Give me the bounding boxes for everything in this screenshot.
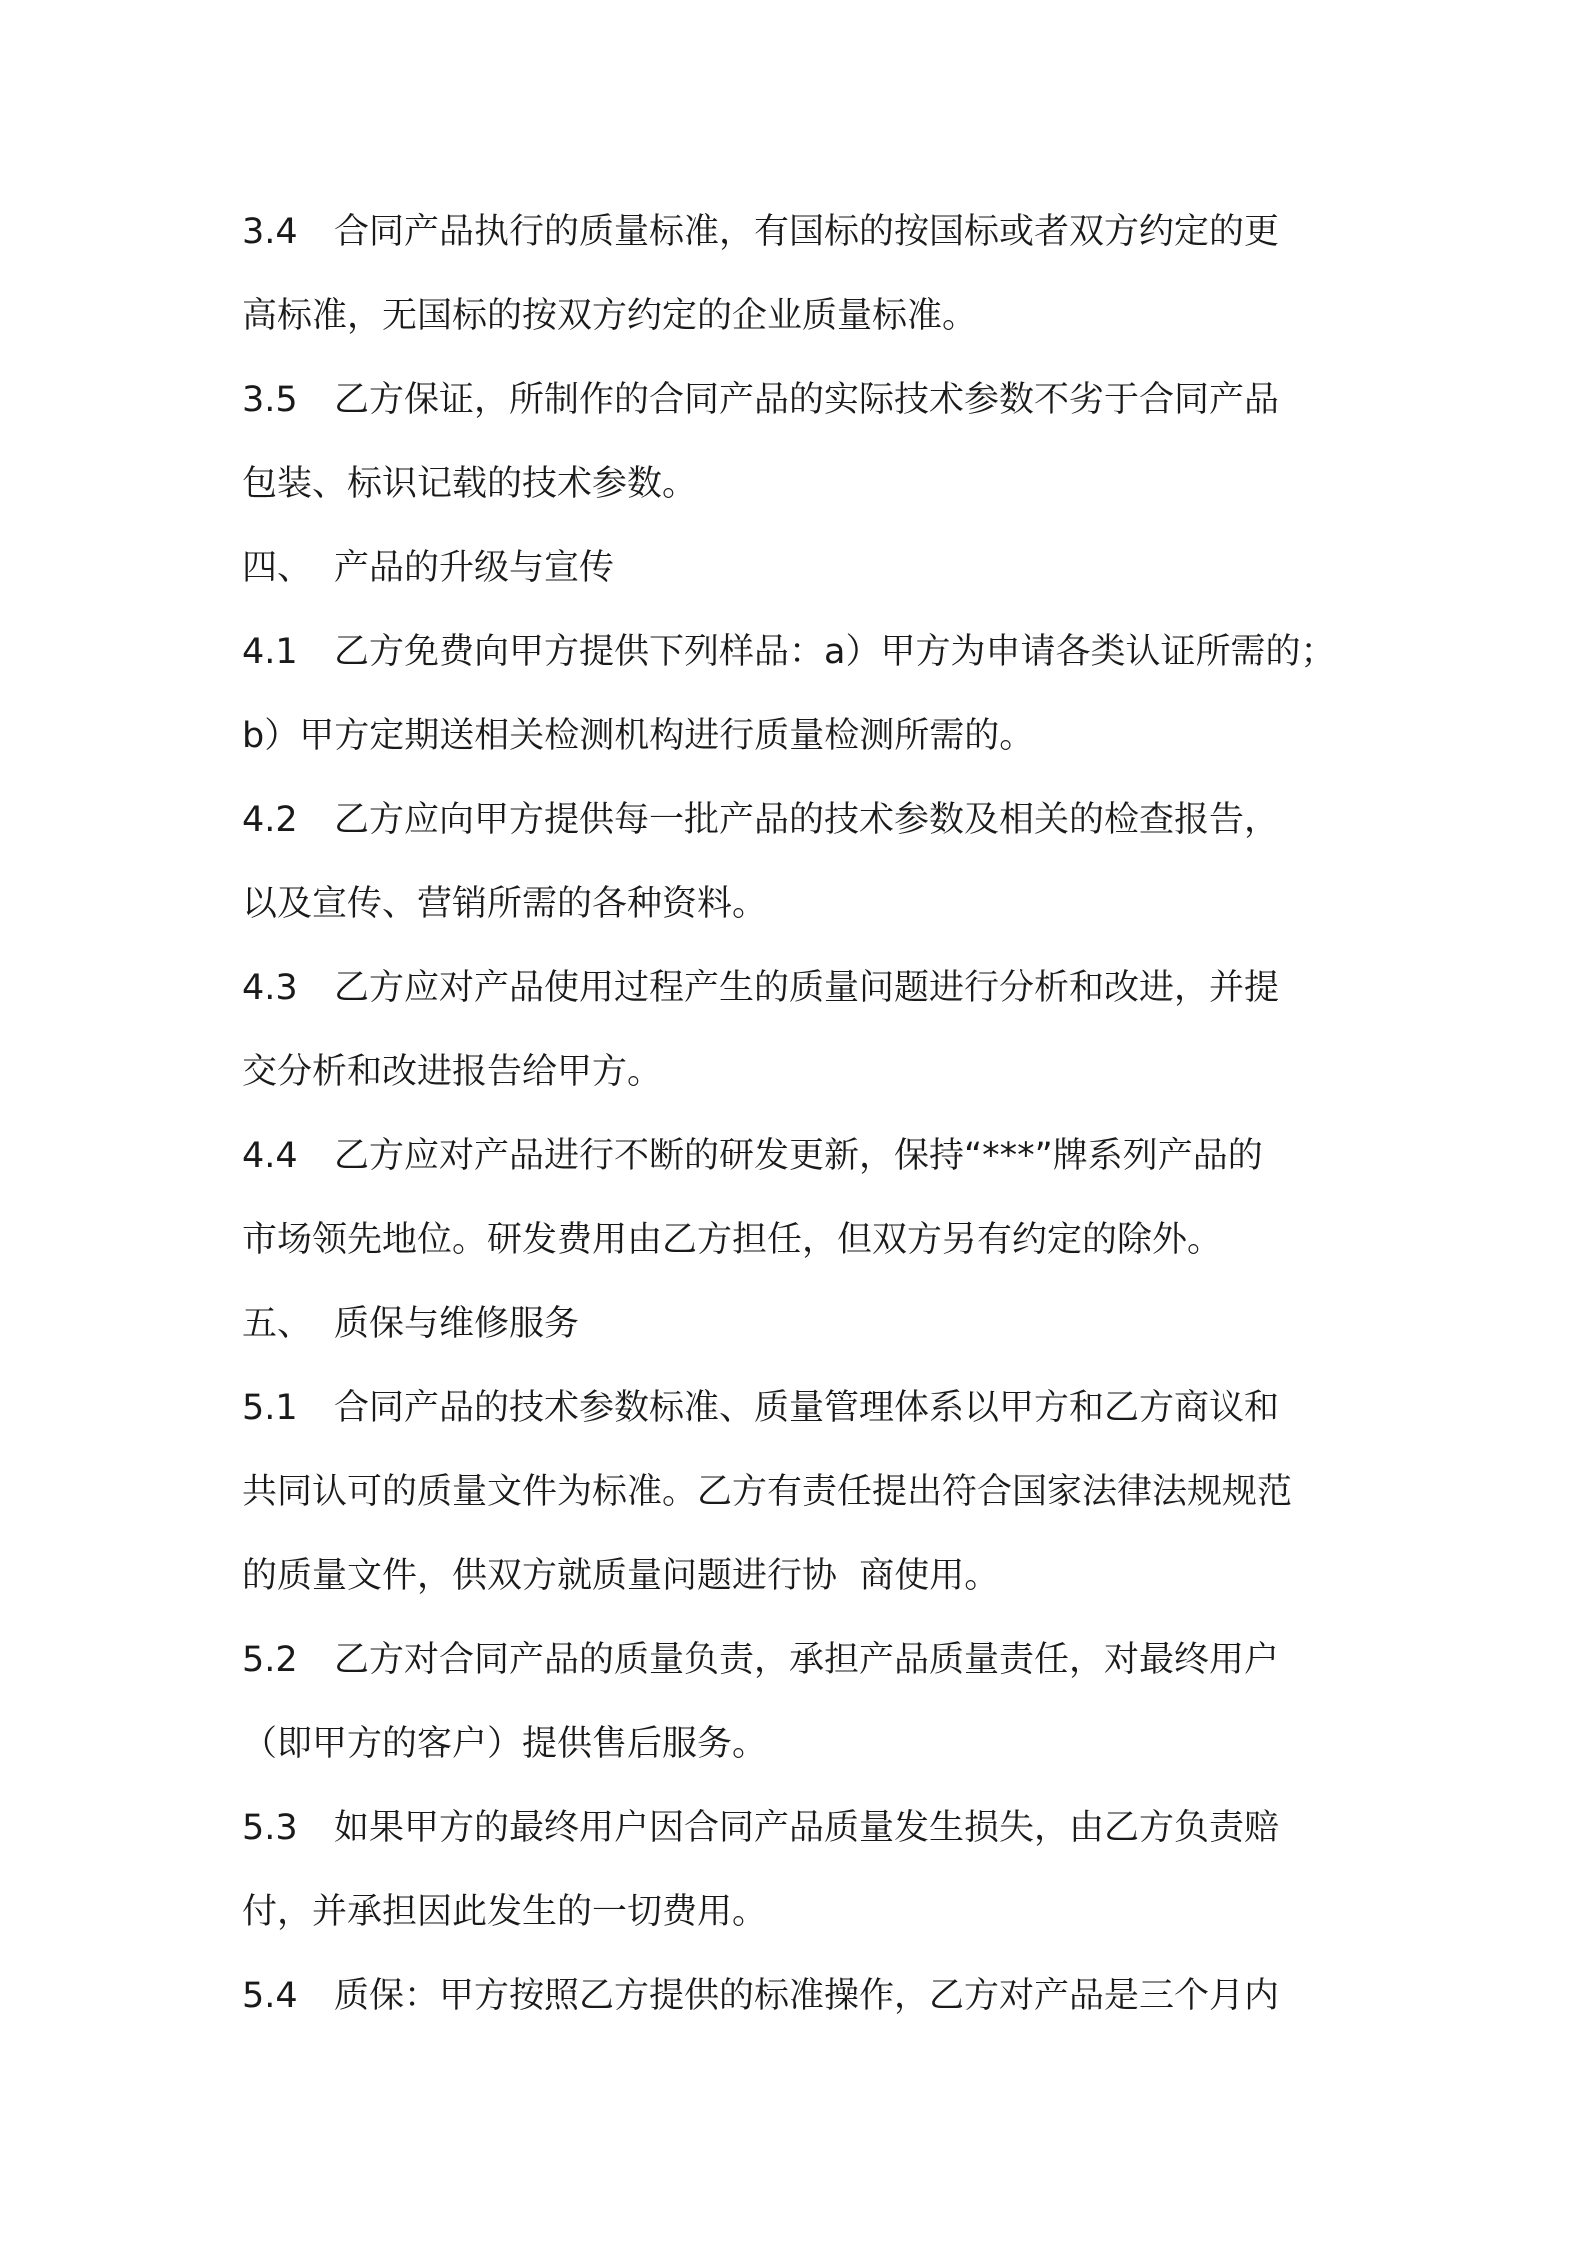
clause-number: 4.2 (242, 800, 298, 840)
section-number: 四、 (242, 548, 313, 588)
clause-text: 乙方保证，所制作的合同产品的实际技术参数不劣于合同产品 (334, 380, 1280, 420)
clause-text: 乙方应向甲方提供每一批产品的技术参数及相关的检查报告， (334, 800, 1280, 840)
section-title: 产品的升级与宣传 (334, 548, 615, 588)
clause-line (242, 358, 1372, 442)
clause-line (242, 1534, 1372, 1618)
clause-line (242, 610, 1372, 694)
clause-line (242, 1954, 1372, 2038)
clause-number: 3.4 (242, 212, 298, 252)
clause-text: 质保：甲方按照乙方提供的标准操作，乙方对产品是三个月内 (334, 1976, 1280, 2016)
clause-text: 如果甲方的最终用户因合同产品质量发生损失，由乙方负责赔 (334, 1808, 1280, 1848)
clause-line (242, 778, 1372, 862)
clause-text: 付，并承担因此发生的一切费用。 (242, 1892, 768, 1932)
clause-line (242, 1618, 1372, 1702)
section-heading (242, 526, 1372, 610)
clause-text: 乙方应对产品使用过程产生的质量问题进行分析和改进，并提 (334, 968, 1280, 1008)
clause-line (242, 1450, 1372, 1534)
clause-line (242, 694, 1372, 778)
clause-line (242, 1114, 1372, 1198)
document-body (242, 190, 1372, 2038)
clause-text: 乙方对合同产品的质量负责，承担产品质量责任，对最终用户 (334, 1640, 1280, 1680)
clause-line (242, 1702, 1372, 1786)
clause-number: 5.1 (242, 1388, 298, 1428)
section-heading (242, 1282, 1372, 1366)
clause-line (242, 1786, 1372, 1870)
clause-text: （即甲方的客户）提供售后服务。 (242, 1724, 768, 1764)
clause-text: 的质量文件，供双方就质量问题进行协 商使用。 (242, 1556, 1000, 1596)
clause-number: 4.1 (242, 632, 298, 672)
clause-line (242, 1198, 1372, 1282)
clause-text: 高标准，无国标的按双方约定的企业质量标准。 (242, 296, 978, 336)
clause-text: 合同产品执行的质量标准，有国标的按国标或者双方约定的更 (334, 212, 1280, 252)
clause-number: 3.5 (242, 380, 298, 420)
clause-text: 共同认可的质量文件为标准。乙方有责任提出符合国家法律法规规范 (242, 1472, 1293, 1512)
clause-number: 4.4 (242, 1136, 298, 1176)
clause-line (242, 946, 1372, 1030)
clause-number: 5.4 (242, 1976, 298, 2016)
clause-text: 包装、标识记载的技术参数。 (242, 464, 698, 504)
clause-number: 4.3 (242, 968, 298, 1008)
clause-line (242, 1366, 1372, 1450)
clause-text: 以及宣传、营销所需的各种资料。 (242, 884, 768, 924)
clause-line (242, 274, 1372, 358)
section-title: 质保与维修服务 (334, 1304, 580, 1344)
clause-text: 乙方应对产品进行不断的研发更新，保持“***”牌系列产品的 (334, 1136, 1263, 1176)
clause-number: 5.3 (242, 1808, 298, 1848)
clause-line (242, 442, 1372, 526)
section-number: 五、 (242, 1304, 313, 1344)
clause-number: 5.2 (242, 1640, 298, 1680)
clause-text: 合同产品的技术参数标准、质量管理体系以甲方和乙方商议和 (334, 1388, 1280, 1428)
clause-line (242, 862, 1372, 946)
clause-text: 乙方免费向甲方提供下列样品：a）甲方为申请各类认证所需的； (334, 632, 1336, 672)
clause-text: 市场领先地位。研发费用由乙方担任，但双方另有约定的除外。 (242, 1220, 1223, 1260)
clause-text: b）甲方定期送相关检测机构进行质量检测所需的。 (242, 716, 1035, 756)
clause-text: 交分析和改进报告给甲方。 (242, 1052, 663, 1092)
clause-line (242, 190, 1372, 274)
clause-line (242, 1870, 1372, 1954)
clause-line (242, 1030, 1372, 1114)
